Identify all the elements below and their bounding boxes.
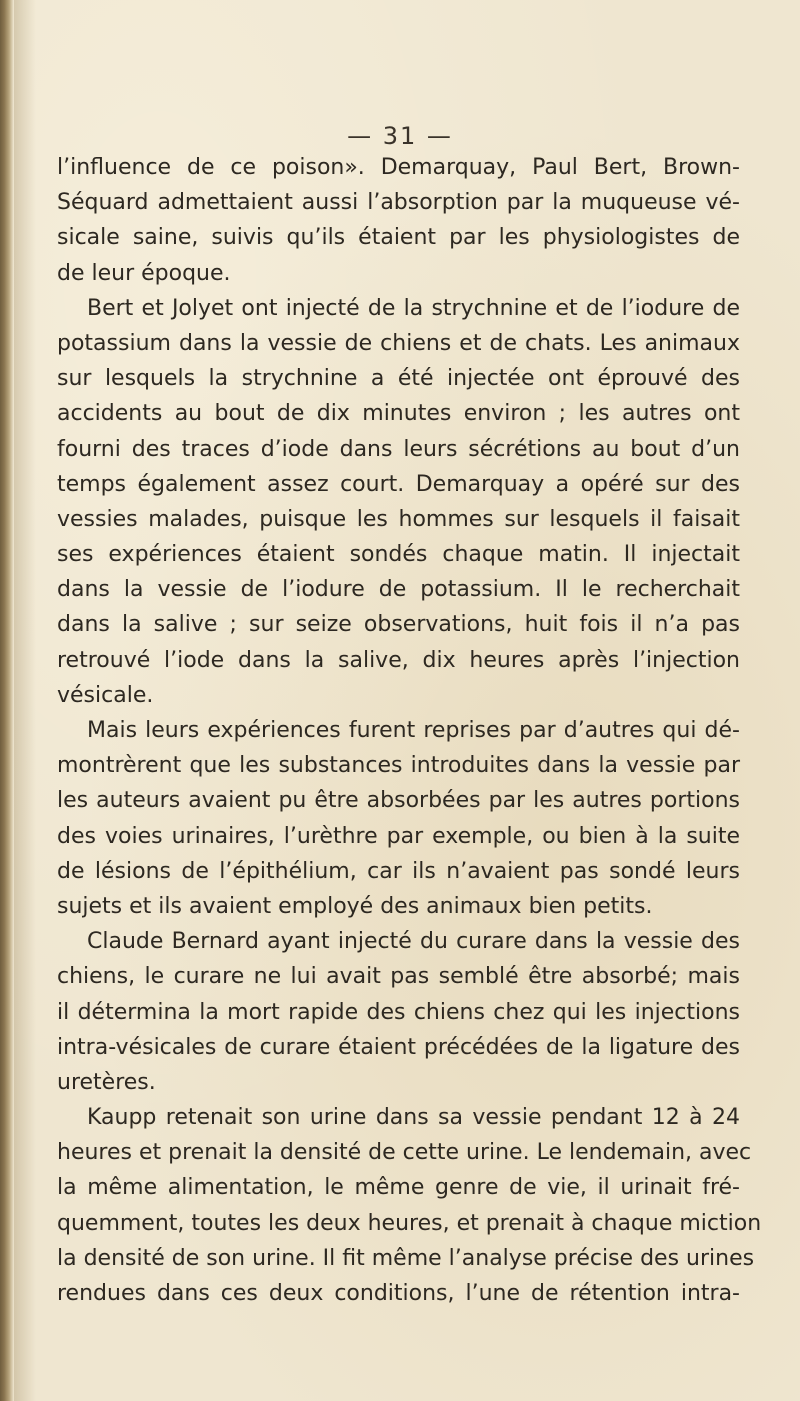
text-line: uretères.: [57, 1069, 156, 1095]
text-line: vessies malades, puisque les hommes sur lesquels il faisait: [57, 506, 740, 532]
book-binding-edge: [0, 0, 14, 1401]
text-line: de lésions de l’épithélium, car ils n’avaient pas sondé leurs: [57, 858, 740, 884]
text-line: temps également assez court. Demarquay a opéré sur des: [57, 471, 740, 497]
text-line: l’influence de ce poison». Demarquay, Paul Bert, Brown-: [57, 155, 740, 180]
text-line: la même alimentation, le même genre de vie, il urinait fré-: [57, 1175, 740, 1201]
text-line: fourni des traces d’iode dans leurs sécrétions au bout d’un: [57, 436, 740, 462]
body-text: [57, 150, 762, 1311]
text-line: sur lesquels la strychnine a été injectée ont éprouvé des: [57, 366, 740, 392]
page-number: — 31 —: [347, 122, 453, 150]
text-line: dans la salive ; sur seize observations, huit fois il n’a pas: [57, 612, 740, 638]
text-line: Mais leurs expériences furent reprises par d’autres qui dé-: [87, 718, 740, 743]
text-line: montrèrent que les substances introduites dans la vessie par: [57, 753, 740, 779]
text-line: les auteurs avaient pu être absorbées par les autres portions: [57, 788, 740, 814]
text-line: de leur époque.: [57, 260, 231, 286]
text-line: la densité de son urine. Il fit même l’analyse précise des urines: [57, 1245, 755, 1271]
text-line: sujets et ils avaient employé des animaux bien petits.: [57, 893, 653, 919]
text-line: sicale saine, suivis qu’ils étaient par les physiologistes de: [57, 225, 740, 251]
text-line: dans la vessie de l’iodure de potassium. Il le recherchait: [57, 577, 740, 603]
text-line: des voies urinaires, l’urèthre par exemple, ou bien à la suite: [57, 823, 740, 849]
text-line: intra-vésicales de curare étaient précédées de la ligature des: [57, 1034, 740, 1060]
text-line: quemment, toutes les deux heures, et prenait à chaque miction: [57, 1210, 762, 1236]
text-line: potassium dans la vessie de chiens et de chats. Les animaux: [57, 330, 740, 356]
text-line: rendues dans ces deux conditions, l’une de rétention intra-: [57, 1281, 740, 1306]
text-line: heures et prenait la densité de cette urine. Le lendemain, avec: [57, 1140, 752, 1166]
binding-shadow: [14, 0, 36, 1401]
text-line: accidents au bout de dix minutes environ ; les autres ont: [57, 401, 740, 427]
text-line: vésicale.: [57, 682, 154, 708]
text-line: Claude Bernard ayant injecté du curare dans la vessie des: [87, 929, 740, 955]
text-line: retrouvé l’iode dans la salive, dix heures après l’injection: [57, 647, 740, 673]
text-line: chiens, le curare ne lui avait pas semblé être absorbé; mais: [57, 964, 740, 990]
text-line: Bert et Jolyet ont injecté de la strychnine et de l’iodure de: [87, 295, 740, 321]
text-line: Kaupp retenait son urine dans sa vessie pendant 12 à 24: [87, 1105, 740, 1131]
text-line: il détermina la mort rapide des chiens chez qui les injections: [57, 999, 740, 1025]
text-line: ses expériences étaient sondés chaque matin. Il injectait: [57, 542, 740, 568]
text-line: Séquard admettaient aussi l’absorption par la muqueuse vé-: [57, 190, 740, 216]
